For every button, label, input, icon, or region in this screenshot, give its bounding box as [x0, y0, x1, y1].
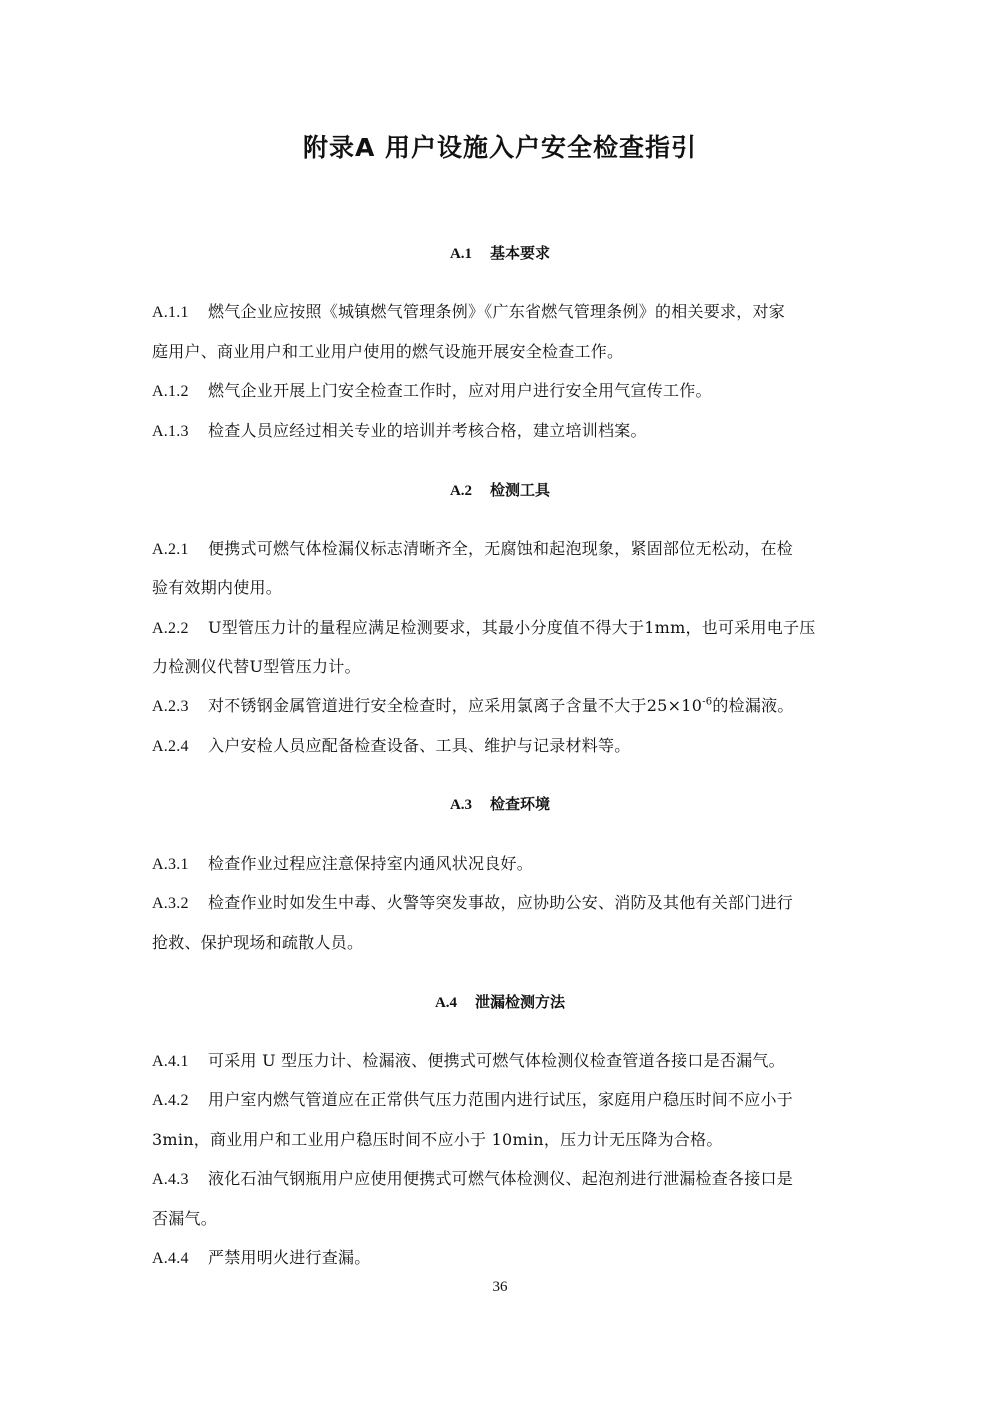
clause-number: A.2.1 [152, 541, 189, 558]
clause-text: 燃气企业开展上门安全检查工作时，应对用户进行安全用气宣传工作。 [208, 381, 712, 400]
clause-text: 用户室内燃气管道应在正常供气压力范围内进行试压，家庭用户稳压时间不应小于 [208, 1090, 794, 1109]
section-number: A.1 [449, 246, 473, 262]
clause-text: 力检测仪代替U型管压力计。 [152, 657, 361, 676]
clause-a2-1-cont [152, 576, 852, 600]
clause-text: 的检漏液。 [712, 696, 794, 715]
clause-text: 检查人员应经过相关专业的培训并考核合格，建立培训档案。 [208, 421, 647, 440]
section-number: A.2 [449, 483, 473, 499]
clause-text: 否漏气。 [152, 1209, 218, 1228]
clause-number: A.4.3 [152, 1171, 189, 1188]
clause-text: 燃气企业应按照《城镇燃气管理条例》《广东省燃气管理条例》的相关要求，对家 [208, 302, 786, 321]
clause-number: A.4.2 [152, 1092, 189, 1109]
section-number: A.4 [434, 995, 458, 1011]
clause-number: A.1.3 [152, 423, 189, 440]
section-heading-a2 [0, 479, 1000, 502]
clause-text: 检查作业过程应注意保持室内通风状况良好。 [208, 854, 534, 873]
clause-number: A.4.4 [152, 1250, 189, 1267]
section-title: 泄漏检测方法 [475, 993, 566, 1011]
section-title: 基本要求 [490, 244, 551, 262]
clause-a4-4 [152, 1246, 852, 1271]
clause-a1-2 [152, 379, 852, 404]
clause-a2-1 [152, 537, 852, 562]
clause-text: 对不锈钢金属管道进行安全检查时，应采用氯离子含量不大于25×10 [208, 696, 703, 715]
clause-a3-1 [152, 852, 852, 877]
clause-a4-2 [152, 1088, 852, 1113]
superscript: -6 [702, 696, 713, 708]
clause-a3-2 [152, 891, 852, 916]
clause-number: A.1.1 [152, 304, 189, 321]
clause-text: 便携式可燃气体检漏仪标志清晰齐全，无腐蚀和起泡现象，紧固部位无松动，在检 [208, 539, 794, 558]
clause-a2-3 [152, 694, 852, 719]
clause-text: 庭用户、商业用户和工业用户使用的燃气设施开展安全检查工作。 [152, 342, 624, 361]
clause-a4-3 [152, 1167, 852, 1192]
section-heading-a4 [0, 991, 1000, 1014]
clause-number: A.3.2 [152, 895, 189, 912]
clause-a4-2-cont [152, 1128, 852, 1152]
page-number: 36 [492, 1279, 508, 1295]
clause-number: A.1.2 [152, 383, 189, 400]
section-title: 检查环境 [490, 795, 551, 813]
clause-a1-1-cont [152, 340, 852, 364]
clause-number: A.3.1 [152, 856, 189, 873]
clause-text: 验有效期内使用。 [152, 578, 283, 597]
clause-a4-1 [152, 1049, 852, 1074]
clause-text: 入户安检人员应配备检查设备、工具、维护与记录材料等。 [208, 736, 631, 755]
clause-a1-3 [152, 419, 852, 444]
clause-text: 严禁用明火进行查漏。 [208, 1248, 371, 1267]
clause-text: 液化石油气钢瓶用户应使用便携式可燃气体检测仪、起泡剂进行泄漏检查各接口是 [208, 1169, 794, 1188]
clause-a2-4 [152, 734, 852, 759]
clause-a1-1 [152, 300, 852, 325]
clause-number: A.4.1 [152, 1053, 189, 1070]
clause-number: A.2.3 [152, 698, 189, 715]
clause-text: 检查作业时如发生中毒、火警等突发事故，应协助公安、消防及其他有关部门进行 [208, 893, 794, 912]
clause-a3-2-cont [152, 931, 852, 955]
section-number: A.3 [449, 797, 473, 813]
clause-text: 抢救、保护现场和疏散人员。 [152, 933, 364, 952]
clause-text: U型管压力计的量程应满足检测要求，其最小分度值不得大于1mm，也可采用电子压 [208, 618, 816, 637]
section-heading-a3 [0, 793, 1000, 816]
clause-number: A.2.2 [152, 620, 189, 637]
section-title: 检测工具 [490, 481, 551, 499]
section-heading-a1 [0, 242, 1000, 265]
page-title: 附录A 用户设施入户安全检查指引 [302, 133, 698, 162]
clause-text: 3min，商业用户和工业用户稳压时间不应小于 10min，压力计无压降为合格。 [152, 1130, 723, 1149]
clause-a4-3-cont [152, 1207, 852, 1231]
clause-text: 可采用 U 型压力计、检漏液、便携式可燃气体检测仪检查管道各接口是否漏气。 [208, 1051, 785, 1070]
clause-number: A.2.4 [152, 738, 189, 755]
clause-a2-2-cont [152, 655, 852, 679]
clause-a2-2 [152, 616, 852, 641]
